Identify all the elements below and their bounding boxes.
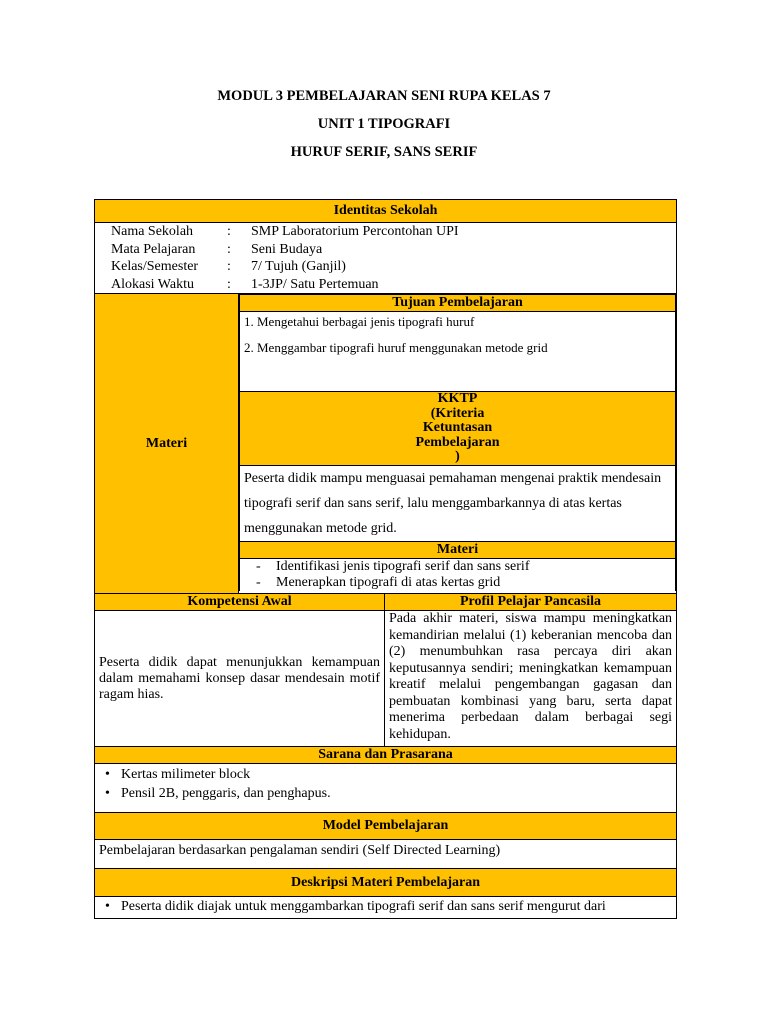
document-title: MODUL 3 PEMBELAJARAN SENI RUPA KELAS 7 <box>217 88 551 104</box>
deskripsi-content <box>95 897 677 919</box>
deskripsi-item: • Peserta didik diajak untuk menggambarkan tipografi serif dan sans serif mengurut dari <box>99 899 672 915</box>
identitas-sep: : <box>227 276 231 292</box>
kktp-header <box>240 392 676 466</box>
identitas-value: 1-3JP/ Satu Pertemuan <box>251 276 379 292</box>
identitas-value: Seni Budaya <box>251 241 323 257</box>
identitas-label: Alokasi Waktu <box>111 276 194 292</box>
tujuan-header: Tujuan Pembelajaran <box>240 295 676 312</box>
identitas-label: Nama Sekolah <box>111 224 194 239</box>
kktp-text: Peserta didik mampu menguasai pemahaman mengenai praktik mendesain tipografi serif dan sans serif, lalu menggambarkannya di atas kertas menggunakan metode grid. <box>240 465 676 541</box>
identitas-value: SMP Laboratorium Percontohan UPI <box>251 224 459 239</box>
materi-item: - Identifikasi jenis tipografi serif dan sans serif <box>244 559 671 575</box>
module-table <box>94 199 677 919</box>
identitas-sep: : <box>227 241 231 257</box>
identitas-sep: : <box>227 259 231 274</box>
unit-title: UNIT 1 TIPOGRAFI <box>317 116 451 132</box>
identitas-sep: : <box>227 224 231 239</box>
identitas-value: 7/ Tujuh (Ganjil) <box>251 259 346 274</box>
identitas-header: Identitas Sekolah <box>95 200 677 223</box>
sarana-item: • Kertas milimeter block <box>99 765 672 784</box>
kompetensi-header: Kompetensi Awal <box>95 594 385 611</box>
tujuan-item: 1. Mengetahui berbagai jenis tipografi huruf <box>244 314 475 329</box>
sarana-item: • Pensil 2B, penggaris, dan penghapus. <box>99 784 672 803</box>
kktp-header-line: ) <box>455 449 460 464</box>
identitas-label: Kelas/Semester <box>111 259 199 274</box>
profil-header: Profil Pelajar Pancasila <box>385 594 677 611</box>
model-text: Pembelajaran berdasarkan pengalaman sendiri (Self Directed Learning) <box>95 840 677 869</box>
kktp-header-line: KKTP <box>437 391 478 406</box>
kompetensi-text: Peserta didik dapat menunjukkan kemampuan dalam memahami konsep dasar mendesain motif ragam hias. <box>95 611 385 747</box>
materi-row-label: Materi <box>95 294 239 594</box>
identitas-section <box>95 223 677 294</box>
sarana-header: Sarana dan Prasarana <box>95 747 677 764</box>
tujuan-item: 2. Menggambar tipografi huruf menggunakan metode grid <box>244 340 548 355</box>
materi-section <box>239 294 677 594</box>
model-header: Model Pembelajaran <box>95 813 677 840</box>
materi-content <box>240 558 676 591</box>
materi-header: Materi <box>240 541 676 558</box>
kktp-header-line: Ketuntasan <box>422 420 493 435</box>
kktp-header-line: (Kriteria <box>430 405 485 421</box>
identitas-label: Mata Pelajaran <box>111 241 196 257</box>
sarana-content <box>95 764 677 813</box>
materi-item: - Menerapkan tipografi di atas kertas grid <box>244 575 671 591</box>
tujuan-content <box>240 312 676 392</box>
topic-title: HURUF SERIF, SANS SERIF <box>290 144 478 160</box>
profil-text: Pada akhir materi, siswa mampu meningkatkan kemandirian melalui (1) keberanian mencoba dan (2) menumbuhkan rasa percaya diri akan keputusannya sendiri; meningkatkan kemampuan kreatif melalui pengembangan gagasan dan pembuatan kombinasi yang baru, serta dapat menerima perbedaan dalam berbagai segi kehidupan. <box>385 611 677 747</box>
kktp-header-line: Pembelajaran <box>415 434 500 450</box>
deskripsi-header: Deskripsi Materi Pembelajaran <box>95 869 677 897</box>
